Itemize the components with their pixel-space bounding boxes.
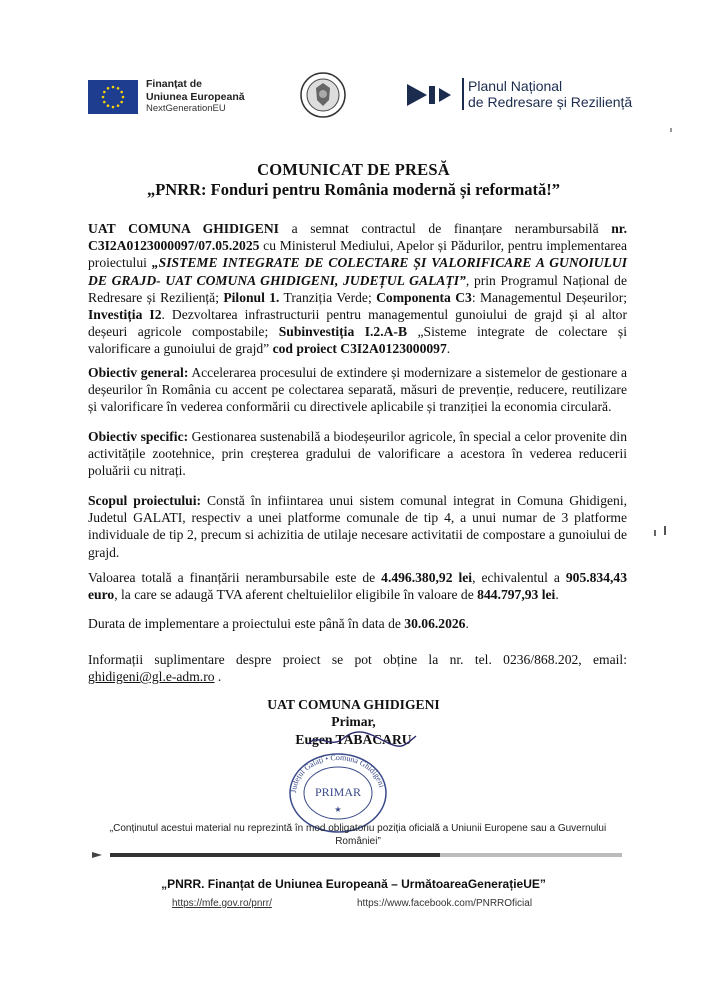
beneficiary-name: UAT COMUNA GHIDIGENI [88,221,279,236]
value-tva: 844.797,93 lei [477,587,556,603]
pnrr-line-1: Planul Național [468,78,563,94]
stamp-ring-text: Județul Galați • Comuna Ghidigeni [288,752,387,794]
investment-label: Investiția I2 [88,307,162,323]
disclaimer-text: „Conținutul acestui material nu reprezintă în mod obligatoriu poziția oficială a Uniunii Europene sau a Guvernului României” [109,823,607,847]
subinvestment-label: Subinvestiția I.2.A-B [278,324,408,340]
official-stamp [288,752,388,834]
romanian-government-seal-icon [300,72,346,118]
contract-number: nr. C3I2A0123000097/07.05.2025 [88,221,627,254]
duration-paragraph [88,615,627,632]
handwritten-signature [300,728,420,752]
intro-text: „Sisteme integrate de colectare și valorificare a gunoiului de grajd” [88,324,627,357]
general-objective-paragraph [88,364,627,416]
funding-value-paragraph [88,569,627,603]
signature-role: Primar, [331,714,376,729]
svg-text:★: ★ [334,805,342,814]
intro-text: . [446,341,451,357]
pilon-label: Pilonul 1. [223,289,280,305]
intro-paragraph [88,220,627,358]
intro-text: Tranziția Verde; [279,289,377,305]
signature-organization: UAT COMUNA GHIDIGENI [267,697,440,712]
footer-divider [92,852,622,858]
intro-text: a semnat contractul de finanțare nerambursabilă [278,221,612,236]
end-date: 30.06.2026 [404,616,466,631]
value-text: Valoarea totală a finanțării nerambursabile este de [88,570,382,585]
duration-text: . [465,616,469,631]
footer-title: „PNRR. Finanțat de Uniunea Europeană – UrmătoareaGenerațieUE” [161,877,546,891]
intro-text: : Managementul Deșeurilor; [471,289,627,305]
footer-arrow-icon [92,852,102,858]
eu-line-1: Finanțat de [146,78,203,90]
general-objective-label: Obiectiv general: [88,365,189,380]
intro-text: cu Ministerul Mediului, Apelor și Pădurilor, pentru implementarea proiectului [88,238,627,271]
specific-objective-text: Gestionarea sustenabilă a biodeșeurilor agricole, în special a celor provenite din activitățile zootehnice, prin creșterea gradului de valorificare a acestora în vederea reducerii poluării cu nitrați. [88,429,627,479]
duration-text: Durata de implementare a proiectului este până în data de [88,616,405,631]
contact-paragraph [88,651,627,685]
mfe-link[interactable]: https://mfe.gov.ro/pnrr/ [172,898,272,909]
value-text: . [555,587,559,603]
intro-text: . Dezvoltarea infrastructurii pentru managementul gunoiului de grajd și al altor deșeuri agricole compostabile; [88,307,627,340]
project-title: „SISTEME INTEGRATE DE COLECTARE ȘI VALORIFICARE A GUNOIULUI DE GRAJD- UAT COMUNA GHIDIGENI, JUDEȚUL GALAȚI” [88,255,627,288]
page-subtitle: „PNRR: Fonduri pentru România modernă și reformată!” [146,180,561,199]
contact-text: Informații suplimentare despre proiect se pot obține la nr. tel. 0236/868.202, email: [88,652,627,667]
value-euro: 905.834,43 euro [88,570,628,603]
eu-funding-label [146,78,245,116]
specific-objective-paragraph [88,428,627,480]
scan-speck [664,526,666,535]
value-text: , echivalentul a [472,570,566,585]
contact-text: . [214,669,222,685]
email-link[interactable]: ghidigeni@gl.e-adm.ro [88,669,215,685]
value-lei: 4.496.380,92 lei [381,570,473,585]
project-scope-text: Constă în infiintarea unui sistem comunal integrat in Comuna Ghidigeni, Judetul GALATI, respectiv a unei platforme comunale de tip 4, a unui numar de 3 platforme individuale de tip 2, precum si achizitia de utilaje necesare activitatii de compostare a gunoiului de grajd. [88,493,627,560]
specific-objective-label: Obiectiv specific: [88,429,189,444]
pnrr-plan-label [462,78,632,110]
pnrr-arrow-logo-icon [405,80,459,110]
pnrr-line-2: de Redresare și Reziliență [468,94,633,110]
eu-flag-icon [88,80,138,114]
signature-name: Eugen TABACARU [295,732,412,747]
component-label: Componenta C3 [376,289,472,305]
eu-line-2: Uniunea Europeană [146,90,245,103]
scan-speck [654,530,656,536]
page-title: COMUNICAT DE PRESĂ [257,160,450,179]
stamp-center-text: PRIMAR [314,785,362,799]
eu-line-3: NextGenerationEU [146,103,226,114]
scan-speck [670,128,672,132]
intro-text: , prin Programul Național de Redresare și Reziliență; [88,272,628,305]
project-code: cod proiect C3I2A0123000097 [272,341,447,357]
value-text: , la care se adaugă TVA aferent cheltuielilor eligibile în valoare de [114,587,478,603]
project-scope-label: Scopul proiectului: [88,493,202,508]
general-objective-text: Accelerarea procesului de extindere și modernizare a sistemelor de gestionare a deșeurilor în România cu accent pe colectarea separată, măsuri de prevenție, reducere, reutilizare și valorificare în vederea conformării cu directivele aplicabile și tranziției la economia circulară. [88,365,627,415]
project-scope-paragraph [88,492,627,561]
facebook-link[interactable]: https://www.facebook.com/PNRROficial [357,898,533,909]
